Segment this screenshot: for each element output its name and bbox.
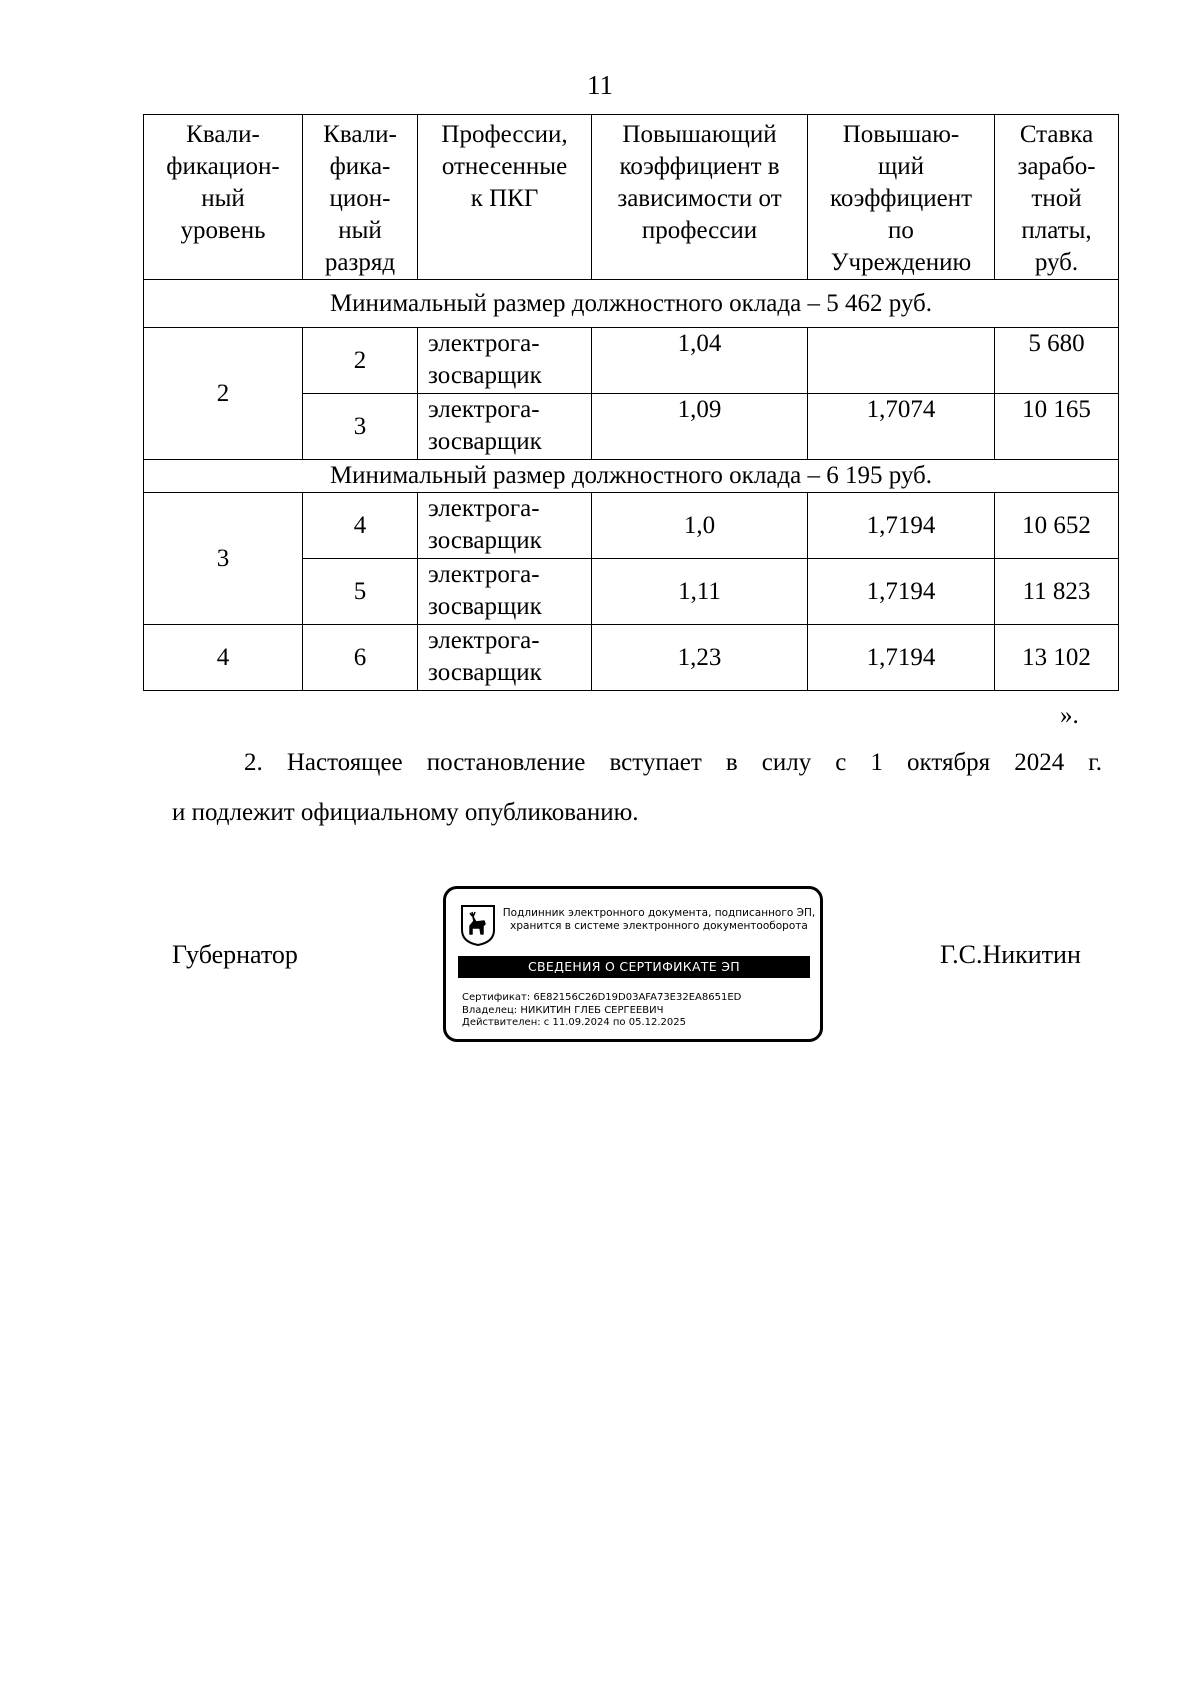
cell-rate: 10 652 (995, 493, 1119, 559)
cell-grade: 4 (303, 493, 418, 559)
header-coef-institution: Повышаю- щий коэффициент по Учреждению (808, 115, 995, 280)
certificate-validity: Действителен: с 11.09.2024 по 05.12.2025 (462, 1017, 686, 1028)
min-salary-text: Минимальный размер должностного оклада – 5 462 руб. (144, 280, 1119, 328)
cell-grade: 2 (303, 328, 418, 394)
stamp-notice: Подлинник электронного документа, подписанного ЭП, хранится в системе электронного документооборота (502, 907, 816, 932)
e-signature-stamp (443, 886, 823, 1042)
cell-profession: электрога- зосварщик (418, 559, 592, 625)
cell-rate: 13 102 (995, 625, 1119, 691)
cell-level: 3 (144, 493, 303, 625)
cell-profession: электрога- зосварщик (418, 394, 592, 460)
cell-profession: электрога- зосварщик (418, 625, 592, 691)
cell-coef-institution: 1,7194 (808, 493, 995, 559)
paragraph-line-1: 2. Настоящее постановление вступает в силу с 1 октября 2024 г. (244, 749, 1102, 776)
certificate-owner: Владелец: НИКИТИН ГЛЕБ СЕРГЕЕВИЧ (462, 1004, 664, 1016)
header-qualification-level: Квали- фикацион- ный уровень (144, 115, 303, 280)
cell-grade: 5 (303, 559, 418, 625)
table-header-row (144, 115, 1119, 280)
cell-coef-institution: 1,7194 (808, 625, 995, 691)
stamp-certificate-header: СВЕДЕНИЯ О СЕРТИФИКАТЕ ЭП (458, 956, 810, 978)
paragraph-line-2: и подлежит официальному опубликованию. (172, 799, 639, 826)
header-professions: Профессии, отнесенные к ПКГ (418, 115, 592, 280)
cell-profession: электрога- зосварщик (418, 493, 592, 559)
cell-coef-profession: 1,0 (592, 493, 808, 559)
cell-grade: 3 (303, 394, 418, 460)
min-salary-text: Минимальный размер должностного оклада – 6 195 руб. (144, 460, 1119, 493)
signer-title: Губернатор (172, 940, 298, 969)
cell-rate: 5 680 (995, 328, 1119, 394)
cell-coef-institution (808, 328, 995, 394)
min-salary-row (144, 460, 1119, 493)
stamp-certificate-info (462, 992, 741, 1030)
cell-grade: 6 (303, 625, 418, 691)
signer-name: Г.С.Никитин (940, 940, 1081, 969)
cell-level: 4 (144, 625, 303, 691)
page-number: 11 (587, 70, 613, 100)
cell-coef-institution: 1,7194 (808, 559, 995, 625)
table-row (144, 328, 1119, 394)
cell-coef-profession: 1,04 (592, 328, 808, 394)
salary-table (143, 114, 1119, 691)
cell-coef-profession: 1,09 (592, 394, 808, 460)
effective-date-paragraph (172, 738, 1102, 838)
cell-coef-institution: 1,7074 (808, 394, 995, 460)
certificate-id: Сертификат: 6E82156C26D19D03AFA73E32EA8651ED (462, 992, 742, 1003)
table-row (144, 493, 1119, 559)
closing-quote: ». (1060, 702, 1079, 729)
header-qualification-grade: Квали- фика- цион- ный разряд (303, 115, 418, 280)
min-salary-row (144, 280, 1119, 328)
cell-coef-profession: 1,23 (592, 625, 808, 691)
cell-profession: электрога- зосварщик (418, 328, 592, 394)
header-coef-profession: Повышающий коэффициент в зависимости от профессии (592, 115, 808, 280)
deer-emblem-icon (460, 904, 496, 946)
table-row (144, 625, 1119, 691)
cell-rate: 10 165 (995, 394, 1119, 460)
cell-level: 2 (144, 328, 303, 460)
cell-rate: 11 823 (995, 559, 1119, 625)
cell-coef-profession: 1,11 (592, 559, 808, 625)
header-salary-rate: Ставка зарабо- тной платы, руб. (995, 115, 1119, 280)
